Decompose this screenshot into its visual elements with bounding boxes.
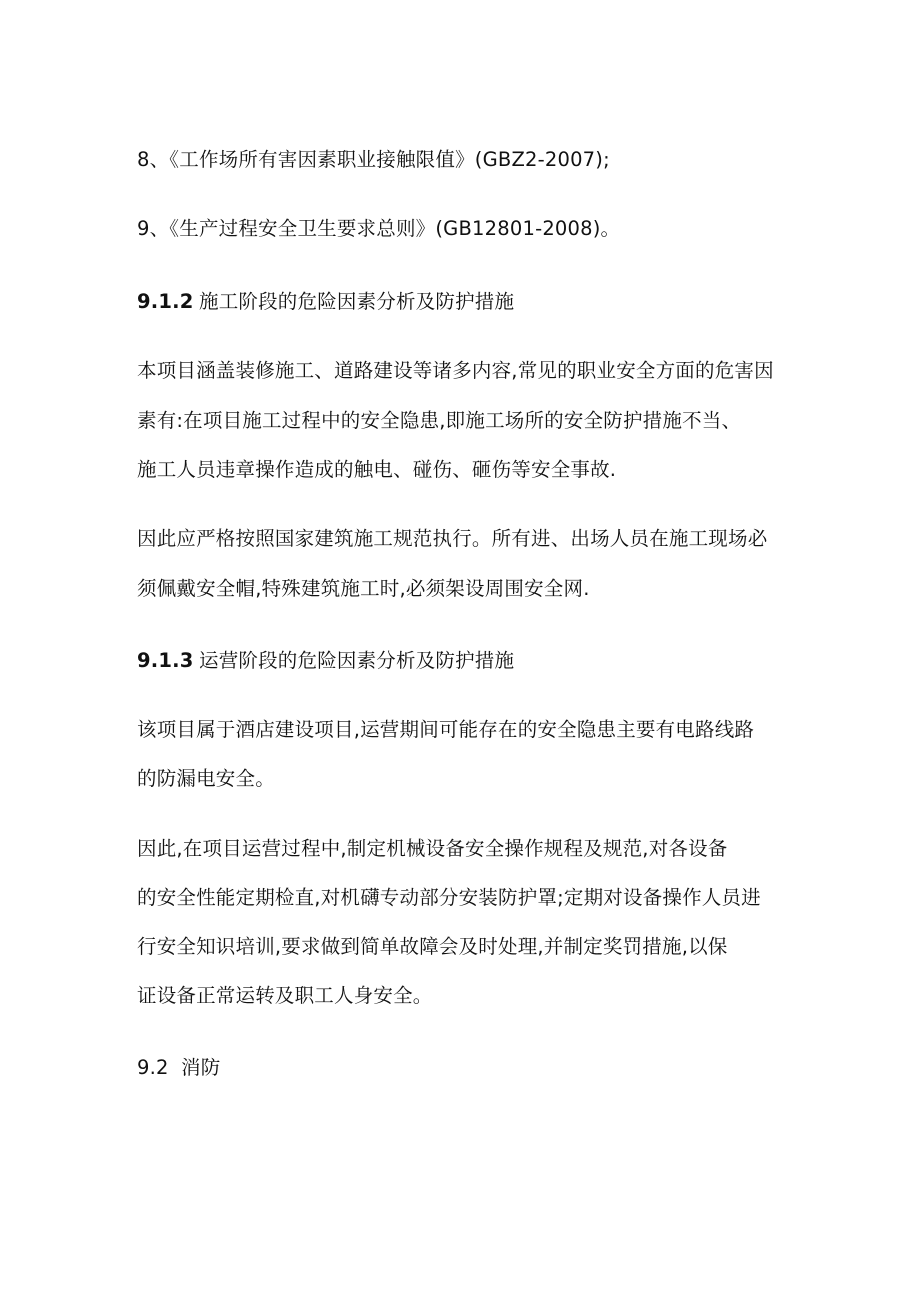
- section-number: 9.1.2: [137, 290, 194, 313]
- list-item-9: 9、《生产过程安全卫生要求总则》(GB12801-2008)。: [137, 217, 621, 240]
- section-title: 消防: [181, 1056, 221, 1079]
- paragraph-line: 证设备正常运转及职工人身安全。: [137, 984, 433, 1007]
- paragraph-line: 行安全知识培训,要求做到简单故障会及时处理,并制定奖罚措施,以保: [137, 935, 728, 958]
- section-heading-9-2: [137, 1054, 220, 1082]
- paragraph-line: 素有:在项目施工过程中的安全隐患,即施工场所的安全防护措施不当、: [137, 409, 742, 432]
- paragraph-line: 因此,在项目运营过程中,制定机械设备安全操作规程及规范,对各设备: [137, 837, 728, 860]
- paragraph-line: 该项目属于酒店建设项目,运营期间可能存在的安全隐患主要有电路线路: [137, 718, 755, 741]
- paragraph-line: 施工人员违章操作造成的触电、碰伤、砸伤等安全事故.: [137, 458, 617, 481]
- list-item-8: 8、《工作场所有害因素职业接触限值》(GBZ2-2007);: [137, 148, 610, 171]
- section-heading-9-1-3: [137, 647, 514, 675]
- paragraph-line: 的防漏电安全。: [137, 767, 275, 790]
- section-title: 施工阶段的危险因素分析及防护措施: [199, 290, 515, 313]
- section-heading-9-1-2: [137, 288, 514, 316]
- paragraph-line: 须佩戴安全帽,特殊建筑施工时,必须架设周围安全网.: [137, 577, 590, 600]
- section-number: 9.1.3: [137, 649, 194, 672]
- section-number: 9.2: [137, 1056, 169, 1079]
- section-title: 运营阶段的危险因素分析及防护措施: [199, 649, 515, 672]
- paragraph-line: 本项目涵盖装修施工、道路建设等诸多内容,常见的职业安全方面的危害因: [137, 359, 774, 382]
- paragraph-line: 的安全性能定期检直,对机礴专动部分安装防护罩;定期对设备操作人员进: [137, 886, 761, 909]
- paragraph-line: 因此应严格按照国家建筑施工规范执行。所有进、出场人员在施工现场必: [137, 527, 768, 550]
